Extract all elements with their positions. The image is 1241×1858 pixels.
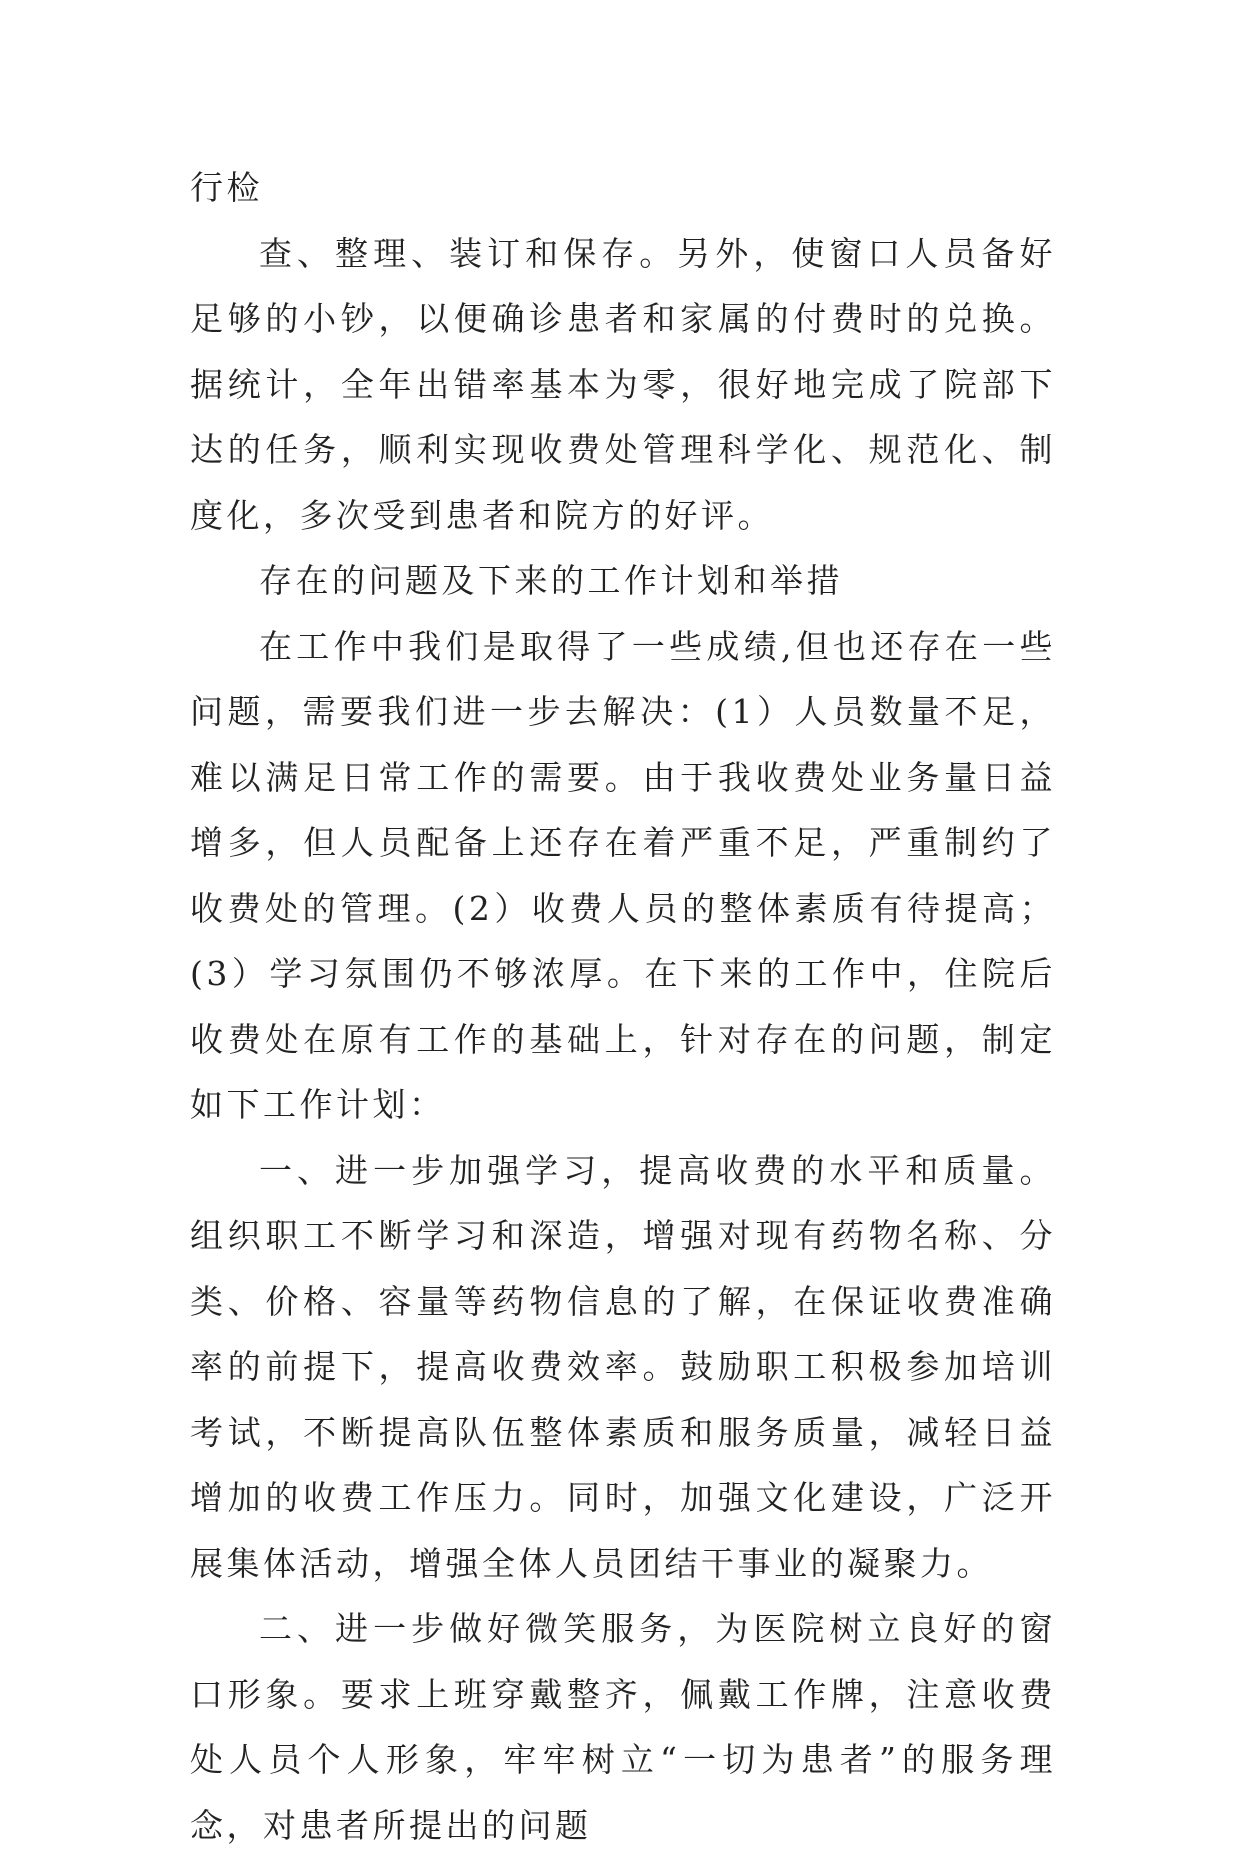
paragraph-records-management: 查、整理、装订和保存。另外，使窗口人员备好足够的小钞，以便确诊患者和家属的付费时的兑换。据统计，全年出错率基本为零，很好地完成了院部下达的任务，顺利实现收费处管理科学化、规范化、制度化，多次受到患者和院方的好评。 [190, 233, 1056, 535]
paragraph-heading-fragment: 行检 [190, 168, 263, 207]
document-page [190, 155, 1056, 1858]
section-heading-problems-plans: 存在的问题及下来的工作计划和举措 [259, 561, 843, 600]
paragraph-existing-problems: 在工作中我们是取得了一些成绩,但也还存在一些问题，需要我们进一步去解决：(1）人员数量不足，难以满足日常工作的需要。由于我收费处业务量日益增多，但人员配备上还存在着严重不足，严重制约了收费处的管理。(2）收费人员的整体素质有待提高；(3）学习氛围仍不够浓厚。在下来的工作中，住院后收费处在原有工作的基础上，针对存在的问题，制定如下工作计划： [190, 626, 1056, 1124]
paragraph-plan-one-learning: 一、进一步加强学习，提高收费的水平和质量。组织职工不断学习和深造，增强对现有药物名称、分类、价格、容量等药物信息的了解，在保证收费准确率的前提下，提高收费效率。鼓励职工积极参加培训考试，不断提高队伍整体素质和服务质量，减轻日益增加的收费工作压力。同时，加强文化建设，广泛开展集体活动，增强全体人员团结干事业的凝聚力。 [190, 1150, 1056, 1583]
paragraph-plan-two-service: 二、进一步做好微笑服务，为医院树立良好的窗口形象。要求上班穿戴整齐，佩戴工作牌，注意收费处人员个人形象，牢牢树立“一切为患者”的服务理念，对患者所提出的问题 [190, 1609, 1056, 1845]
